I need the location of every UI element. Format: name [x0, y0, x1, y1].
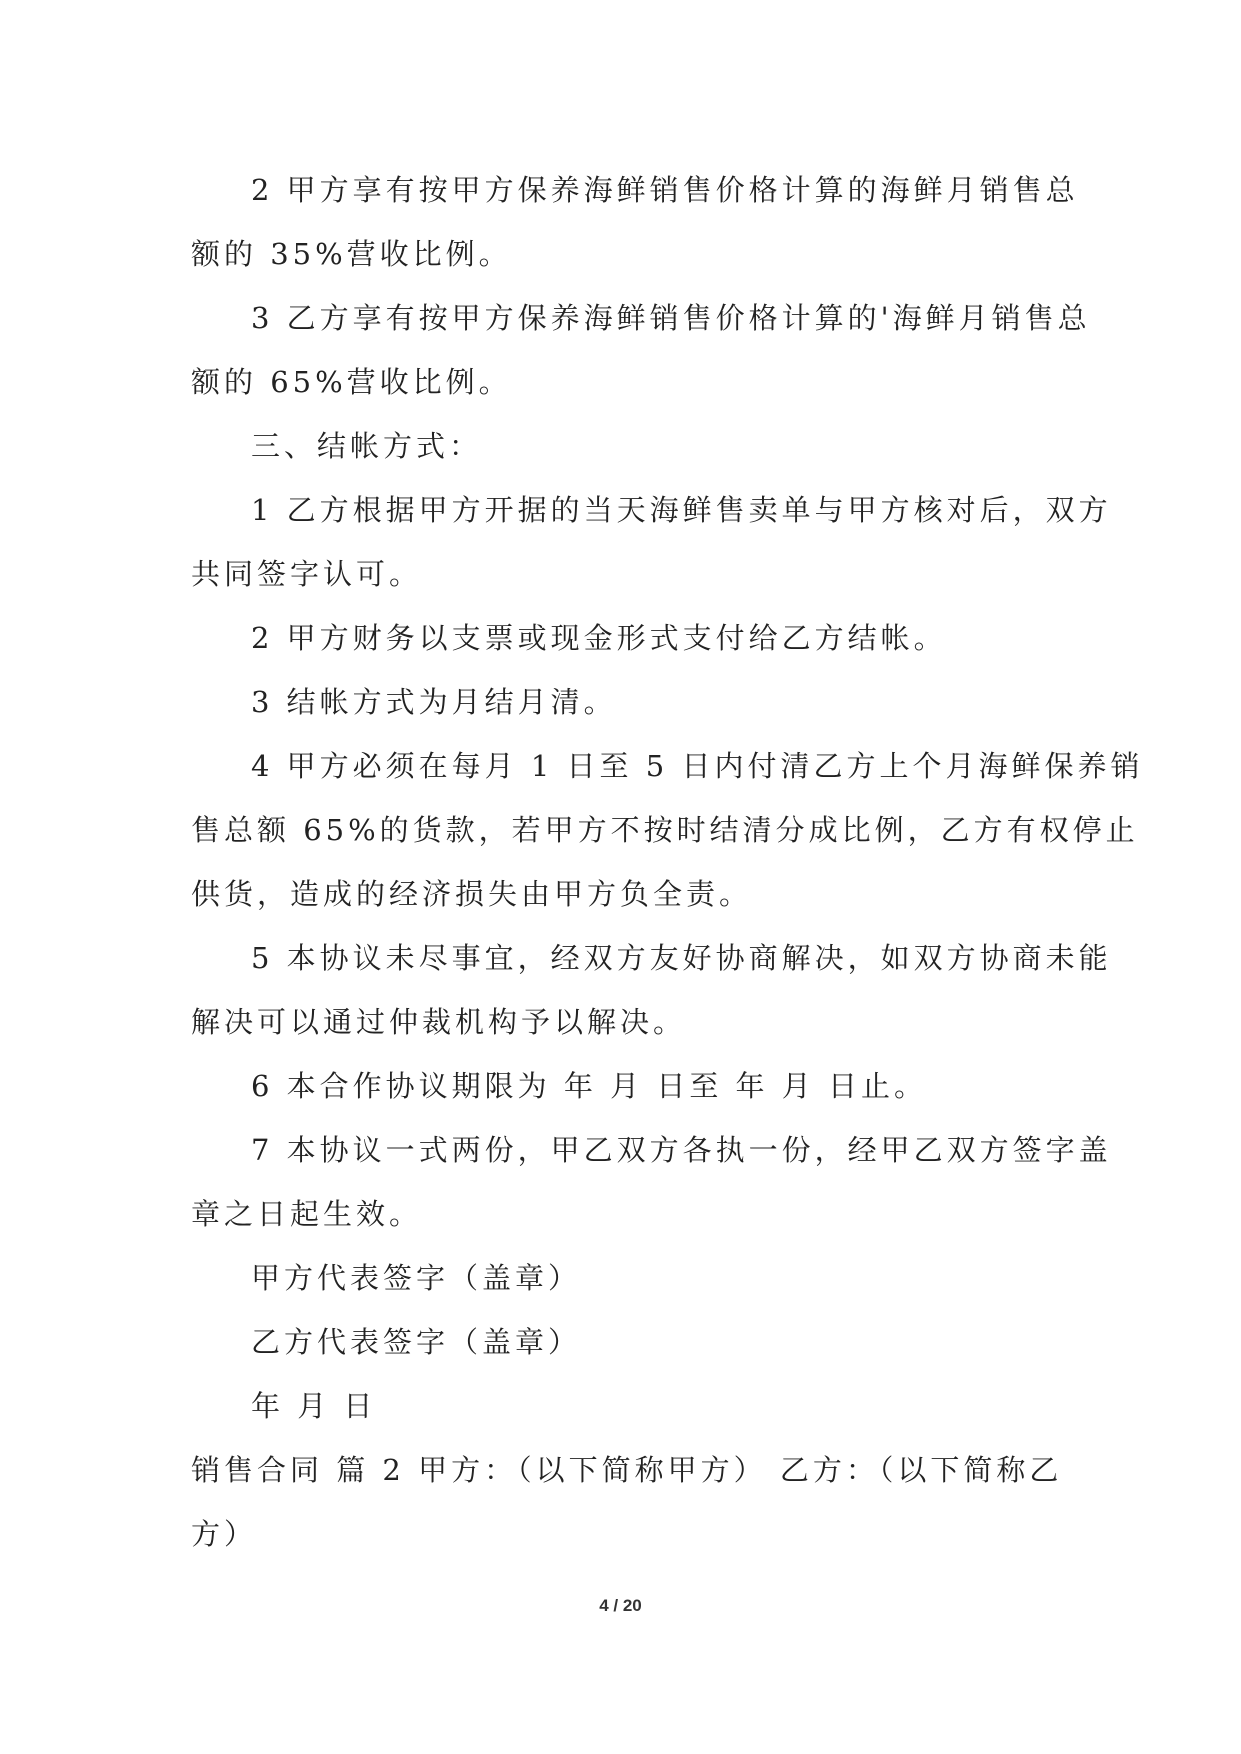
paragraph-line: 3 乙方享有按甲方保养海鲜销售价格计算的'海鲜月销售总: [251, 301, 1091, 335]
paragraph-line: 2 甲方享有按甲方保养海鲜销售价格计算的海鲜月销售总: [251, 173, 1079, 207]
paragraph-line: 售总额 65%的货款，若甲方不按时结清分成比例，乙方有权停止: [191, 813, 1139, 847]
contract-section-heading-cont: 方）: [191, 1517, 258, 1551]
paragraph-line: 6 本合作协议期限为 年 月 日至 年 月 日止。: [251, 1069, 927, 1103]
paragraph-line: 共同签字认可。: [191, 557, 423, 591]
paragraph-line: 解决可以通过仲裁机构予以解决。: [191, 1005, 687, 1039]
paragraph-line: 5 本协议未尽事宜，经双方友好协商解决，如双方协商未能: [251, 941, 1112, 975]
paragraph-line: 1 乙方根据甲方开据的当天海鲜售卖单与甲方核对后，双方: [251, 493, 1112, 527]
contract-section-heading: 销售合同 篇 2 甲方：（以下简称甲方） 乙方：（以下简称乙: [191, 1453, 1063, 1487]
paragraph-line: 3 结帐方式为月结月清。: [251, 685, 617, 719]
paragraph-line: 7 本协议一式两份，甲乙双方各执一份，经甲乙双方签字盖: [251, 1133, 1112, 1167]
paragraph-line: 4 甲方必须在每月 1 日至 5 日内付清乙方上个月海鲜保养销: [251, 749, 1144, 783]
party-b-signature: 乙方代表签字（盖章）: [251, 1325, 582, 1359]
party-a-signature: 甲方代表签字（盖章）: [251, 1261, 582, 1295]
signature-date: 年 月 日: [251, 1389, 377, 1423]
paragraph-line: 额的 35%营收比例。: [191, 237, 512, 271]
section-heading-settlement: 三、结帐方式：: [251, 429, 483, 463]
page-number: 4 / 20: [599, 1596, 642, 1615]
document-body: [191, 158, 1144, 1566]
paragraph-line: 供货，造成的经济损失由甲方负全责。: [191, 877, 753, 911]
paragraph-line: 章之日起生效。: [191, 1197, 423, 1231]
paragraph-line: 2 甲方财务以支票或现金形式支付给乙方结帐。: [251, 621, 947, 655]
paragraph-line: 额的 65%营收比例。: [191, 365, 512, 399]
